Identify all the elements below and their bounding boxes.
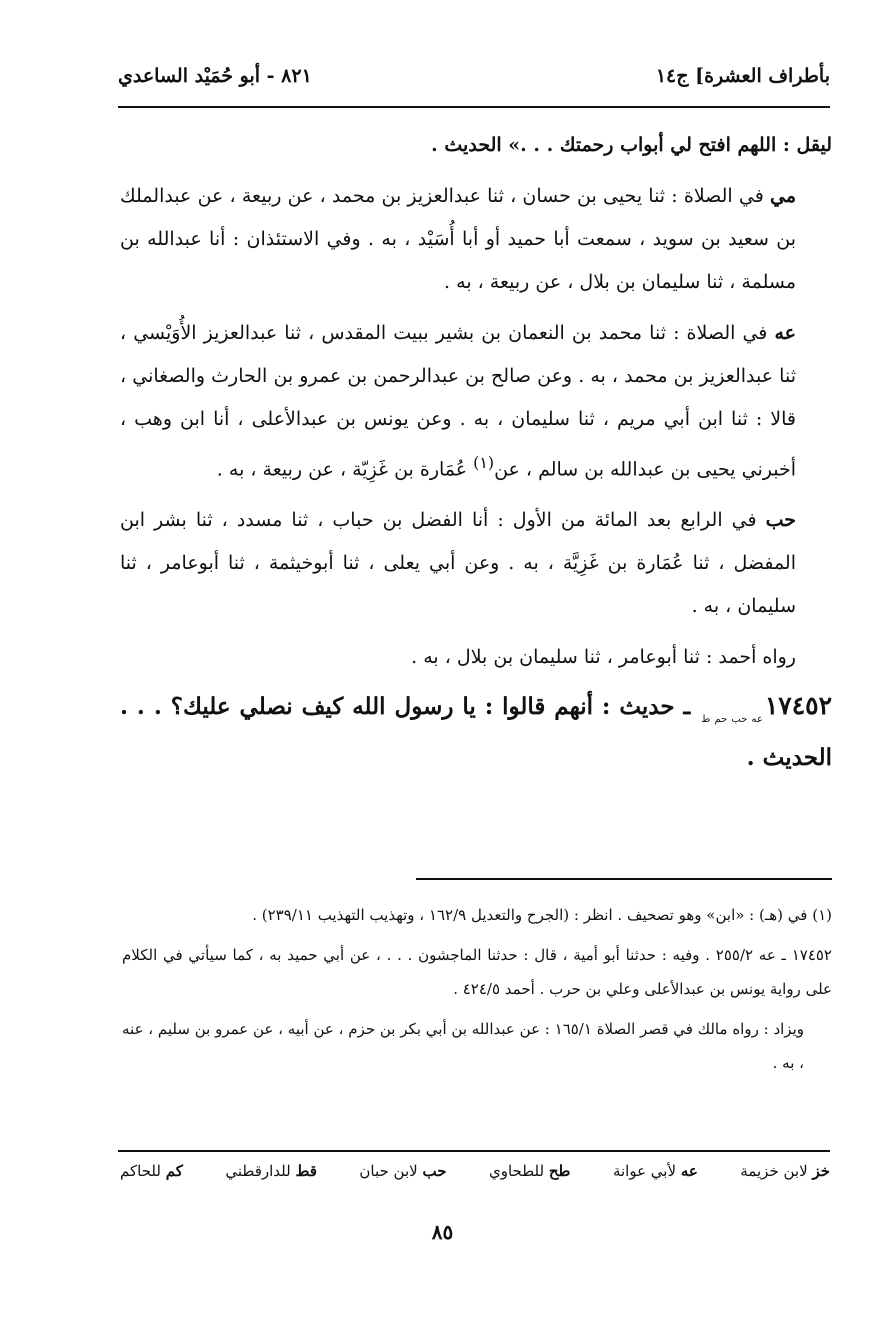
footnote-3: ويزاد : رواه مالك في قصر الصلاة ١٦٥/١ : عن عبدالله بن أبي بكر بن حزم ، عن أبيه ، عن عمرو بن سليم ، عنه ، به . — [122, 1020, 804, 1072]
abbreviations-key — [120, 1162, 830, 1180]
abbreviation-item: طح للطحاوي — [488, 1162, 571, 1180]
page-number: ٨٥ — [431, 1220, 454, 1244]
abbreviations-divider — [118, 1150, 830, 1152]
hadith-sigla: عه حب حم ط — [701, 714, 763, 726]
source-siglum: مي — [769, 185, 796, 207]
abbreviation-item: عه لأبي عوانة — [612, 1162, 698, 1180]
paragraph-text: عُمَارة بن غَزِيّة ، عن ربيعة ، به . — [216, 458, 474, 481]
source-siglum: عه — [774, 322, 796, 344]
paragraph-2 — [120, 175, 832, 304]
book-title: بأطراف العشرة] ج١٤ — [655, 65, 830, 87]
hadith-entry — [120, 687, 832, 777]
running-header — [118, 58, 830, 94]
hadith-text: ـ حديث : أنهم قالوا : يا رسول الله كيف نصلي عليك؟ . . . الحديث . — [120, 693, 832, 772]
hadith-number: ١٧٤٥٢ — [764, 691, 832, 721]
footnote-reference[interactable]: (١) — [473, 453, 495, 472]
abbreviation-item: حب لابن حبان — [359, 1162, 447, 1180]
abbreviation-item: خز لابن خزيمة — [740, 1162, 830, 1180]
paragraph-5: رواه أحمد : ثنا أبوعامر ، ثنا سليمان بن بلال ، به . — [411, 646, 796, 669]
header-divider — [118, 106, 830, 108]
paragraph-3 — [120, 312, 832, 491]
abbreviation-item: قط للدارقطني — [225, 1162, 317, 1180]
paragraph-text: في الصلاة : ثنا يحيى بن حسان ، ثنا عبدالعزيز بن محمد ، عن ربيعة ، عن عبدالملك بن سعيد بن سويد ، سمعت أبا حميد أو أبا أُسَيْد ، به . وفي الاستئذان : أنا عبدالله بن مسلمة ، ثنا سليمان بن بلال ، عن ربيعة ، به . — [120, 185, 796, 293]
paragraph-text: في الرابع بعد المائة من الأول : أنا الفضل بن حباب ، ثنا مسدد ، ثنا بشر ابن المفضل ، ثنا عُمَارة بن غَزِيَّة ، به . وعن أبي يعلى ، ثنا أبوخيثمة ، ثنا أبوعامر ، ثنا سليمان ، به . — [120, 509, 796, 618]
abbreviation-item: كم للحاكم — [120, 1162, 183, 1180]
paragraph-text: في الصلاة : ثنا محمد بن النعمان بن بشير ببيت المقدس ، ثنا عبدالعزيز الأُوَيْسي ، ثنا عبدالعزيز بن محمد ، به . وعن صالح بن عبدالرحمن بن عمرو بن الحارث والصغاني ، قالا : ثنا ابن أبي مريم ، ثنا سليمان ، به . وعن يونس بن عبدالأعلى ، أنا ابن وهب ، أخبرني يحيى بن عبدالله بن سالم ، عن — [120, 322, 796, 481]
footnote-2: ١٧٤٥٢ ـ عه ٢٥٥/٢ . وفيه : حدثنا أبو أمية ، قال : حدثنا الماجشون . . . ، عن أبي حميد به ، كما سيأتي في الكلام على رواية يونس بن عبدالأعلى وعلي بن حرب . أحمد ٤٢٤/٥ . — [122, 946, 832, 998]
section-title: ٨٢١ - أبو حُمَيْد الساعدي — [118, 65, 312, 87]
main-text — [120, 124, 832, 785]
footnotes — [122, 898, 832, 1086]
footnote-1: (١) في (هـ) : «ابن» وهو تصحيف . انظر : (الجرح والتعديل ١٦٢/٩ ، وتهذيب التهذيب ٢٣٩/١١) . — [252, 906, 832, 924]
paragraph-4 — [120, 499, 832, 628]
source-siglum: حب — [765, 509, 796, 532]
footnote-divider — [416, 878, 832, 880]
paragraph-1: ليقل : اللهم افتح لي أبواب رحمتك . . .» الحديث . — [431, 134, 832, 156]
